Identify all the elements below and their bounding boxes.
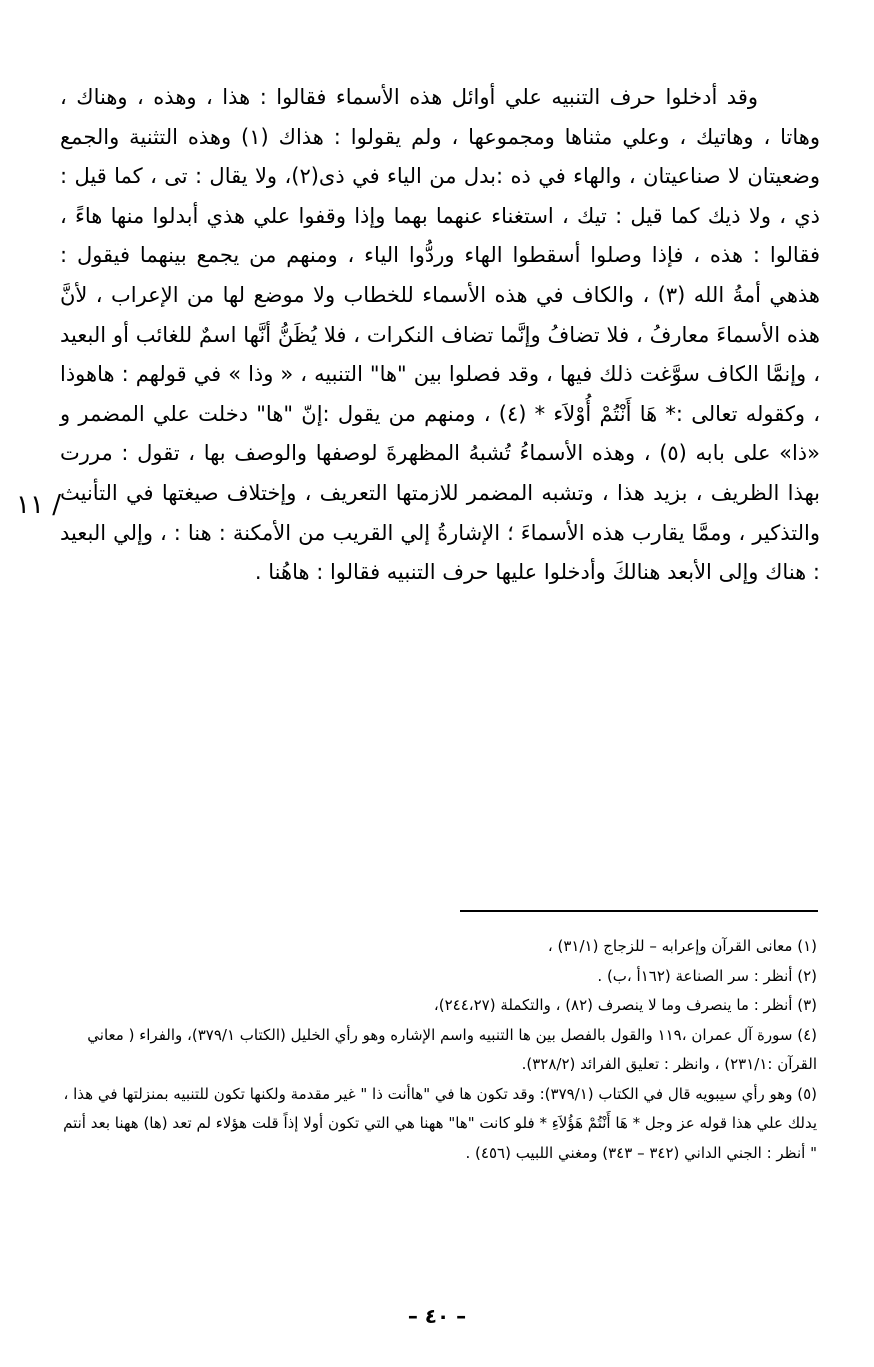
footnote-1: (١) معانى القرآن وإعرابه – للزجاج (٣١/١) ،	[547, 937, 817, 955]
footnote-2: (٢) أنظر : سر الصناعة (١٦٢أ ،ب) .	[597, 966, 817, 985]
footnote-4: (٤) سورة آل عمران ،١١٩ والقول بالفصل بين ها التنبيه واسم الإشاره وهو رأي الخليل (الكتاب ٣٧٩/١)، والفراء ( معاني القرآن :٢٣١/١) ، وانظر : تعليق الفرائد (٣٢٨/٢).	[87, 1025, 817, 1073]
footnote-separator	[460, 910, 818, 912]
main-text	[60, 78, 820, 593]
page-number: – ٤٠ –	[407, 1304, 467, 1328]
main-paragraph: وقد أدخلوا حرف التنبيه علي أوائل هذه الأسماء فقالوا : هذا ، وهذه ، وهناك ، وهاتا ، وهاتيك ، وعلي مثناها ومجموعها ، ولم يقولوا : هذاك (١) وهذه التثنية والجمع وضعيتان لا صناعيتان ، والهاء في ذه :بدل من الياء في ذى(٢)، ولا يقال : تى ، كما قيل : ذي ، ولا ذيك كما قيل : تيك ، استغناء عنهما بهما وإذا وقفوا علي هذي أبدلوا منها هاءً ، فقالوا : هذه ، فإذا وصلوا أسقطوا الهاء وردُّوا الياء ، ومنهم من يجمع بينهما فيقول : هذهي أمةُ الله (٣) ، والكاف في هذه الأسماء للخطاب ولا موضع لها من الإعراب ، لأنَّ هذه الأسماءَ معارفُ ، فلا تضافُ وإنَّما تضاف النكرات ، فلا يُظَنُّ أنَّها اسمٌ للغائب أو البعيد ، وإنمَّا الكاف سوَّغت ذلك فيها ، وقد فصلوا بين "ها" التنبيه ، « وذا » في قولهم : هاهوذا ، وكقوله تعالى :* هَا أَنْتُمْ أُوْلاَء * (٤) ، ومنهم من يقول :إنّ "ها" دخلت علي المضمر و «ذا» على بابه (٥) ، وهذه الأسماءُ تُشبهُ المظهرةَ لوصفها والوصف بها ، تقول : مررت بهذا الظريف ، بزيد هذا ، وتشبه المضمر للازمتها التعريف ، وإختلاف صيغتها في التأنيث والتذكير ، وممَّا يقارب هذه الأسماءَ ؛ الإشارةُ إلي القريب من الأمكنة : هنا : ، وإلي البعيد : هناك وإلى الأبعد هنالكَ وأدخلوا عليها حرف التنبيه فقالوا : هاهُنا .	[60, 85, 820, 585]
margin-note: ١١ /	[16, 490, 61, 520]
footnote-list	[60, 932, 817, 1168]
footnote-5: (٥) وهو رأي سيبويه قال في الكتاب (٣٧٩/١): وقد تكون ها في "هاأنت ذا " غير مقدمة ولكنها تكون للتنبيه بمنزلتها في هذا ، يدلك علي هذا قوله عز وجل * هَا أَنْتُمْ هَؤُلاَءِ * فلو كانت "ها" ههنا هي التي تكون أولا إذاً قلت هؤلاء لم تعد (ها) ههنا بعد أنتم " أنظر : الجني الداني (٣٤٢ – ٣٤٣) ومغني اللبيب (٤٥٦) .	[63, 1084, 817, 1162]
footnotes	[60, 932, 817, 1168]
footnote-3: (٣) أنظر : ما ينصرف وما لا ينصرف (٨٢) ، والتكملة (٢٤٤،٢٧)،	[433, 996, 817, 1014]
